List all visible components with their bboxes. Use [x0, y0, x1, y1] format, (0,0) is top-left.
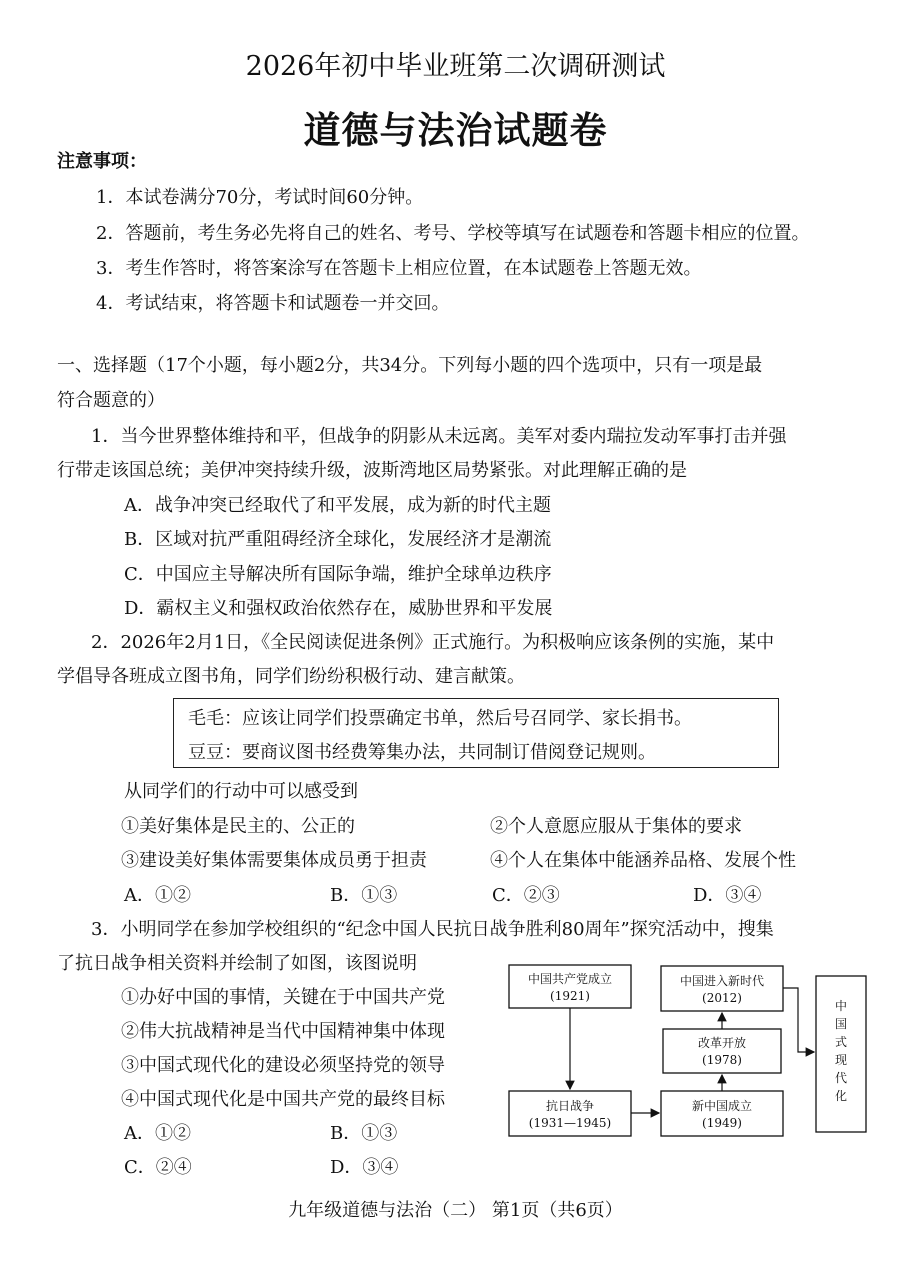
diagram-modern-char: 代 — [834, 1071, 848, 1085]
q2-statement-1: ①美好集体是民主的、公正的 — [121, 816, 355, 837]
q2-stem-line2: 学倡导各班成立图书角，同学们纷纷积极行动、建言献策。 — [57, 666, 525, 687]
q3-choice-d[interactable]: D．③④ — [330, 1157, 399, 1178]
q3-statement-2: ②伟大抗战精神是当代中国精神集中体现 — [121, 1021, 445, 1042]
section-heading — [57, 354, 762, 378]
q2-prompt: 从同学们的行动中可以感受到 — [124, 781, 358, 802]
q3-stem-line1: 3．小明同学在参加学校组织的“纪念中国人民抗日战争胜利80周年”探究活动中，搜集 — [91, 919, 774, 940]
q2-choice-a[interactable]: A．①② — [124, 885, 191, 906]
notice-item: 4．考试结束，将答题卡和试题卷一并交回。 — [96, 293, 450, 314]
q3-choice-c[interactable]: C．②④ — [124, 1157, 192, 1178]
q3-statement-4: ④中国式现代化是中国共产党的最终目标 — [121, 1089, 445, 1110]
q1-option-a[interactable]: A．战争冲突已经取代了和平发展，成为新的时代主题 — [124, 495, 551, 516]
notice-item: 3．考生作答时，将答案涂写在答题卡上相应位置，在本试题卷上答题无效。 — [96, 258, 702, 279]
subject-title: 道德与法治试题卷 — [303, 108, 608, 152]
diagram-prc-label: 新中国成立 — [691, 1099, 753, 1113]
q2-choice-c[interactable]: C．②③ — [492, 885, 560, 906]
diagram-war-year: (1931—1945) — [528, 1116, 612, 1130]
q1-stem-line2: 行带走该国总统；美伊冲突持续升级，波斯湾地区局势紧张。对此理解正确的是 — [57, 460, 687, 481]
q2-choice-d[interactable]: D．③④ — [693, 885, 762, 906]
diagram-prc-year: (1949) — [702, 1116, 742, 1130]
q3-statement-1: ①办好中国的事情，关键在于中国共产党 — [121, 987, 445, 1008]
q2-stem-line1: 2．2026年2月1日，《全民阅读促进条例》正式施行。为积极响应该条例的实施，某中 — [91, 632, 775, 653]
q2-dialogue-doudou: 豆豆：要商议图书经费筹集办法，共同制订借阅登记规则。 — [188, 742, 656, 763]
page-footer: 九年级道德与法治（二） 第1页（共6页） — [288, 1200, 623, 1221]
exam-title: 2026年初中毕业班第二次调研测试 — [245, 51, 666, 82]
q2-choice-b[interactable]: B．①③ — [330, 885, 398, 906]
diagram-modern-char: 现 — [834, 1053, 848, 1067]
q2-statement-2: ②个人意愿应服从于集体的要求 — [490, 816, 742, 837]
diagram-modern-char: 国 — [834, 1017, 848, 1031]
diagram-reform-year: (1978) — [702, 1053, 742, 1067]
notice-heading: 注意事项： — [57, 151, 147, 172]
q3-flow-svg — [506, 962, 878, 1142]
q1-option-c[interactable]: C．中国应主导解决所有国际争端，维护全球单边秩序 — [124, 564, 552, 585]
q3-choice-b[interactable]: B．①③ — [330, 1123, 398, 1144]
q2-statement-3: ③建设美好集体需要集体成员勇于担责 — [121, 850, 427, 871]
diagram-modern-char: 中 — [834, 999, 848, 1013]
q2-statement-4: ④个人在集体中能涵养品格、发展个性 — [490, 850, 796, 871]
diagram-newera-year: (2012) — [702, 991, 742, 1005]
diagram-cpc-label: 中国共产党成立 — [527, 972, 613, 986]
notice-item: 2．答题前，考生务必先将自己的姓名、考号、学校等填写在试题卷和答题卡相应的位置。 — [96, 223, 810, 244]
q1-stem-line1: 1．当今世界整体维持和平，但战争的阴影从未远离。美军对委内瑞拉发动军事打击并强 — [91, 426, 787, 447]
q1-option-d[interactable]: D．霸权主义和强权政治依然存在，威胁世界和平发展 — [124, 598, 553, 619]
diagram-modern-char: 式 — [834, 1035, 848, 1049]
q3-choice-a[interactable]: A．①② — [124, 1123, 191, 1144]
section-heading-line2: 符合题意的） — [57, 390, 165, 411]
q3-stem-line2: 了抗日战争相关资料并绘制了如图，该图说明 — [57, 953, 417, 974]
q3-flow-diagram — [506, 962, 878, 1142]
diagram-arrow-newera-modern — [783, 988, 814, 1052]
diagram-reform-label: 改革开放 — [697, 1036, 747, 1050]
q2-dialogue-maomao: 毛毛：应该让同学们投票确定书单，然后号召同学、家长捐书。 — [188, 708, 692, 729]
diagram-cpc-year: (1921) — [550, 989, 590, 1003]
diagram-newera-label: 中国进入新时代 — [679, 974, 765, 988]
q1-option-b[interactable]: B．区域对抗严重阻碍经济全球化，发展经济才是潮流 — [124, 529, 552, 550]
section-heading-line1: 一、选择题（17个小题，每小题2分，共34分。下列每小题的四个选项中，只有一项是最 — [57, 355, 763, 376]
q3-statement-3: ③中国式现代化的建设必须坚持党的领导 — [121, 1055, 445, 1076]
diagram-war-label: 抗日战争 — [545, 1099, 595, 1113]
diagram-modern-char: 化 — [834, 1089, 848, 1103]
notice-item: 1．本试卷满分70分，考试时间60分钟。 — [96, 187, 424, 208]
